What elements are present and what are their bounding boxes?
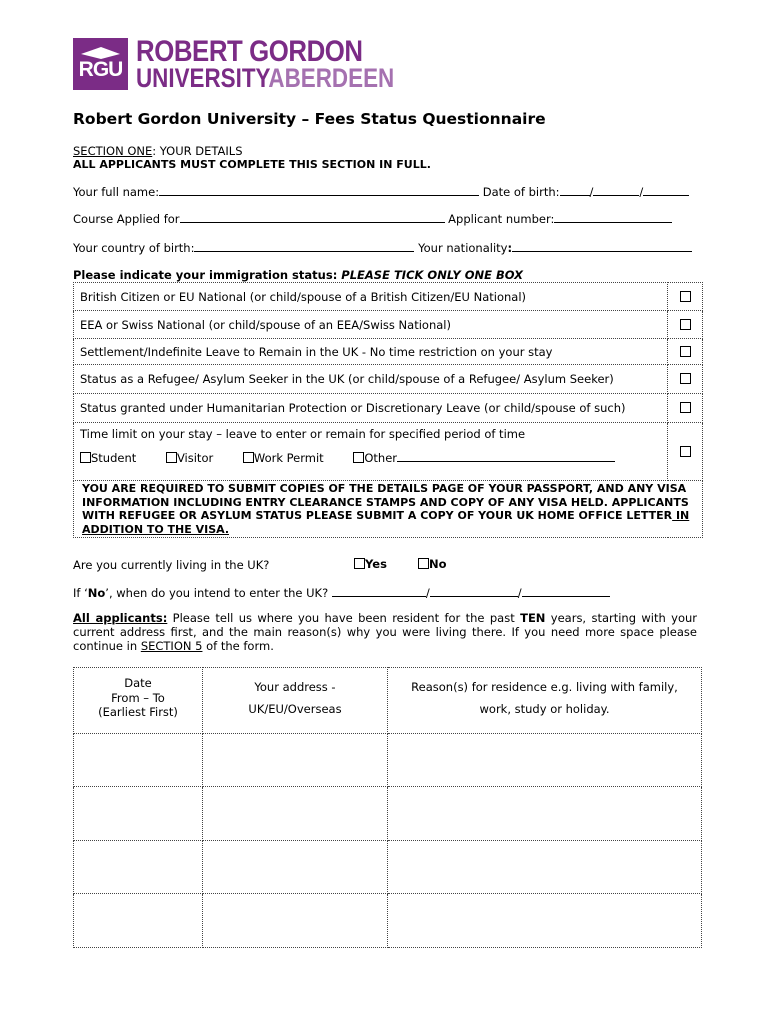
address-cell[interactable] — [203, 734, 388, 787]
option-visitor[interactable] — [166, 451, 213, 465]
country-birth-field[interactable] — [194, 240, 414, 252]
university-logo — [73, 35, 395, 94]
enter-day-field[interactable] — [332, 585, 426, 597]
birth-row — [73, 240, 692, 255]
checkbox-icon — [680, 446, 691, 457]
time-limit-options — [80, 450, 661, 465]
immigration-heading — [73, 268, 523, 282]
col-address-line-1: Your address - — [254, 680, 336, 694]
enter-sep-2: / — [517, 586, 522, 600]
enter-text-1: If ‘ — [73, 586, 88, 600]
status-checkbox[interactable] — [668, 394, 703, 423]
nationality-label: Your nationality — [418, 241, 508, 255]
course-row — [73, 211, 672, 226]
reason-cell[interactable] — [388, 841, 702, 894]
dob-month-field[interactable] — [593, 184, 639, 196]
section-rest: : YOUR DETAILS — [152, 144, 243, 158]
option-work-permit[interactable] — [243, 451, 324, 465]
table-row — [74, 787, 702, 841]
other-field[interactable] — [397, 450, 615, 462]
checkbox-icon — [680, 319, 691, 330]
status-row — [74, 311, 703, 339]
table-row — [74, 734, 702, 787]
living-yes-label: Yes — [365, 557, 387, 571]
checkbox-icon — [166, 452, 177, 463]
logo-aberdeen: ABERDEEN — [268, 63, 395, 93]
section-instruction: ALL APPLICANTS MUST COMPLETE THIS SECTION IN FULL. — [73, 158, 431, 171]
col-date-header — [74, 668, 203, 734]
checkbox-icon — [80, 452, 91, 463]
checkbox-icon — [418, 558, 429, 569]
option-student[interactable] — [80, 451, 136, 465]
option-other[interactable] — [353, 451, 397, 465]
checkbox-icon — [243, 452, 254, 463]
checkbox-icon — [354, 558, 365, 569]
dob-day-field[interactable] — [560, 184, 590, 196]
course-field[interactable] — [180, 211, 445, 223]
col-date-line-2: From – To — [111, 690, 165, 705]
option-work-permit-label: Work Permit — [253, 451, 324, 465]
status-row-label: Status granted under Humanitarian Protection or Discretionary Leave (or child/spouse of such) — [74, 394, 668, 423]
col-address-line-2: UK/EU/Overseas — [248, 702, 342, 716]
time-limit-cell — [74, 423, 668, 481]
country-birth-label: Your country of birth: — [73, 241, 195, 255]
residence-instructions — [73, 611, 697, 653]
col-reason-header — [388, 668, 702, 734]
enter-uk-row — [73, 585, 610, 600]
enter-year-field[interactable] — [522, 585, 610, 597]
instructions-ten: TEN — [520, 611, 546, 625]
full-name-row — [73, 184, 689, 199]
enter-text-2: ’, when do you intend to enter the UK? — [105, 586, 329, 600]
reason-cell[interactable] — [388, 894, 702, 948]
course-label: Course Applied for — [73, 212, 180, 226]
status-checkbox[interactable] — [668, 423, 703, 481]
mortarboard-icon — [81, 44, 120, 56]
immigration-status-table — [73, 282, 703, 538]
status-row-label: Time limit on your stay – leave to enter or remain for specified period of time — [80, 427, 526, 441]
logo-university: UNIVERSITY — [136, 63, 269, 93]
page-title: Robert Gordon University – Fees Status Questionnaire — [73, 110, 546, 128]
status-row-label: Status as a Refugee/ Asylum Seeker in the UK (or child/spouse of a Refugee/ Asylum Seeker) — [74, 365, 668, 394]
section-label: SECTION ONE — [73, 144, 153, 158]
checkbox-icon — [680, 346, 691, 357]
status-row — [74, 339, 703, 365]
nationality-colon: : — [507, 241, 513, 255]
logo-line-1: ROBERT GORDON — [136, 35, 363, 68]
status-checkbox[interactable] — [668, 283, 703, 311]
status-row-label: EEA or Swiss National (or child/spouse of an EEA/Swiss National) — [74, 311, 668, 339]
enter-month-field[interactable] — [430, 585, 518, 597]
reason-cell[interactable] — [388, 787, 702, 841]
dob-sep-2: / — [639, 185, 644, 199]
status-row — [74, 394, 703, 423]
passport-notice — [74, 481, 703, 538]
living-no-label: No — [429, 557, 447, 571]
date-cell[interactable] — [74, 787, 203, 841]
logo-badge — [73, 38, 128, 90]
status-checkbox[interactable] — [668, 339, 703, 365]
section-heading — [73, 144, 243, 158]
dob-year-field[interactable] — [643, 184, 689, 196]
status-row-label: Settlement/Indefinite Leave to Remain in the UK - No time restriction on your stay — [74, 339, 668, 365]
notice-row — [74, 481, 703, 538]
status-row — [74, 283, 703, 311]
checkbox-icon — [680, 402, 691, 413]
option-student-label: Student — [91, 451, 137, 465]
nationality-field[interactable] — [512, 240, 692, 252]
checkbox-icon — [680, 373, 691, 384]
full-name-label: Your full name: — [73, 185, 160, 199]
dob-label: Date of birth: — [482, 185, 560, 199]
immigration-heading-emphasis: PLEASE TICK ONLY ONE BOX — [341, 268, 523, 282]
instructions-text-2: years, starting with your current address first, and the main reason(s) why you were living there. If you need more space please continue in — [73, 611, 697, 653]
immigration-heading-text: Please indicate your immigration status: — [73, 268, 342, 282]
col-reason-line-2: work, study or holiday. — [479, 702, 610, 716]
date-cell[interactable] — [74, 734, 203, 787]
residence-header-row — [74, 668, 702, 734]
col-date-line-1: Date — [124, 676, 152, 690]
dob-sep-1: / — [589, 185, 594, 199]
col-reason-line-1: Reason(s) for residence e.g. living with family, — [411, 680, 678, 694]
enter-no: No — [87, 586, 106, 600]
living-yes-option[interactable] — [354, 557, 387, 571]
date-cell[interactable] — [74, 841, 203, 894]
address-cell[interactable] — [203, 787, 388, 841]
living-no-option[interactable] — [418, 557, 447, 571]
col-date-line-3: (Earliest First) — [98, 705, 178, 719]
notice-emphasis: IN ADDITION TO THE VISA. — [82, 509, 690, 536]
table-row — [74, 841, 702, 894]
option-visitor-label: Visitor — [176, 451, 214, 465]
status-checkbox[interactable] — [668, 365, 703, 394]
applicant-number-field[interactable] — [554, 211, 672, 223]
option-other-label: Other — [364, 451, 397, 465]
status-row-label: British Citizen or EU National (or child/spouse of a British Citizen/EU National) — [74, 283, 668, 311]
col-address-header — [203, 668, 388, 734]
section-5-link: SECTION 5 — [140, 639, 203, 653]
logo-badge-text: RGU — [78, 58, 123, 81]
status-row-time-limit — [74, 423, 703, 481]
status-checkbox[interactable] — [668, 311, 703, 339]
checkbox-icon — [680, 291, 691, 302]
logo-line-2 — [136, 63, 394, 94]
address-cell[interactable] — [203, 841, 388, 894]
residence-table — [73, 667, 702, 948]
reason-cell[interactable] — [388, 734, 702, 787]
checkbox-icon — [353, 452, 364, 463]
address-cell[interactable] — [203, 894, 388, 948]
notice-text: YOU ARE REQUIRED TO SUBMIT COPIES OF THE DETAILS PAGE OF YOUR PASSPORT, AND ANY VISA INFORMATION INCLUDING ENTRY CLEARANCE STAMPS AND COPY OF ANY VISA HELD. APPLICANTS WITH REFUGEE OR ASYLUM STATUS PLEASE SUBMIT A COPY OF YOUR UK HOME OFFICE LETTER — [82, 482, 689, 522]
all-applicants-label: All applicants: — [73, 611, 168, 625]
applicant-number-label: Applicant number: — [448, 212, 555, 226]
instructions-text-3: of the form. — [202, 639, 274, 653]
living-question: Are you currently living in the UK? — [73, 558, 270, 572]
full-name-field[interactable] — [159, 184, 479, 196]
status-row — [74, 365, 703, 394]
table-row — [74, 894, 702, 948]
enter-sep-1: / — [425, 586, 430, 600]
instructions-text-1: Please tell us where you have been resident for the past — [167, 611, 521, 625]
date-cell[interactable] — [74, 894, 203, 948]
